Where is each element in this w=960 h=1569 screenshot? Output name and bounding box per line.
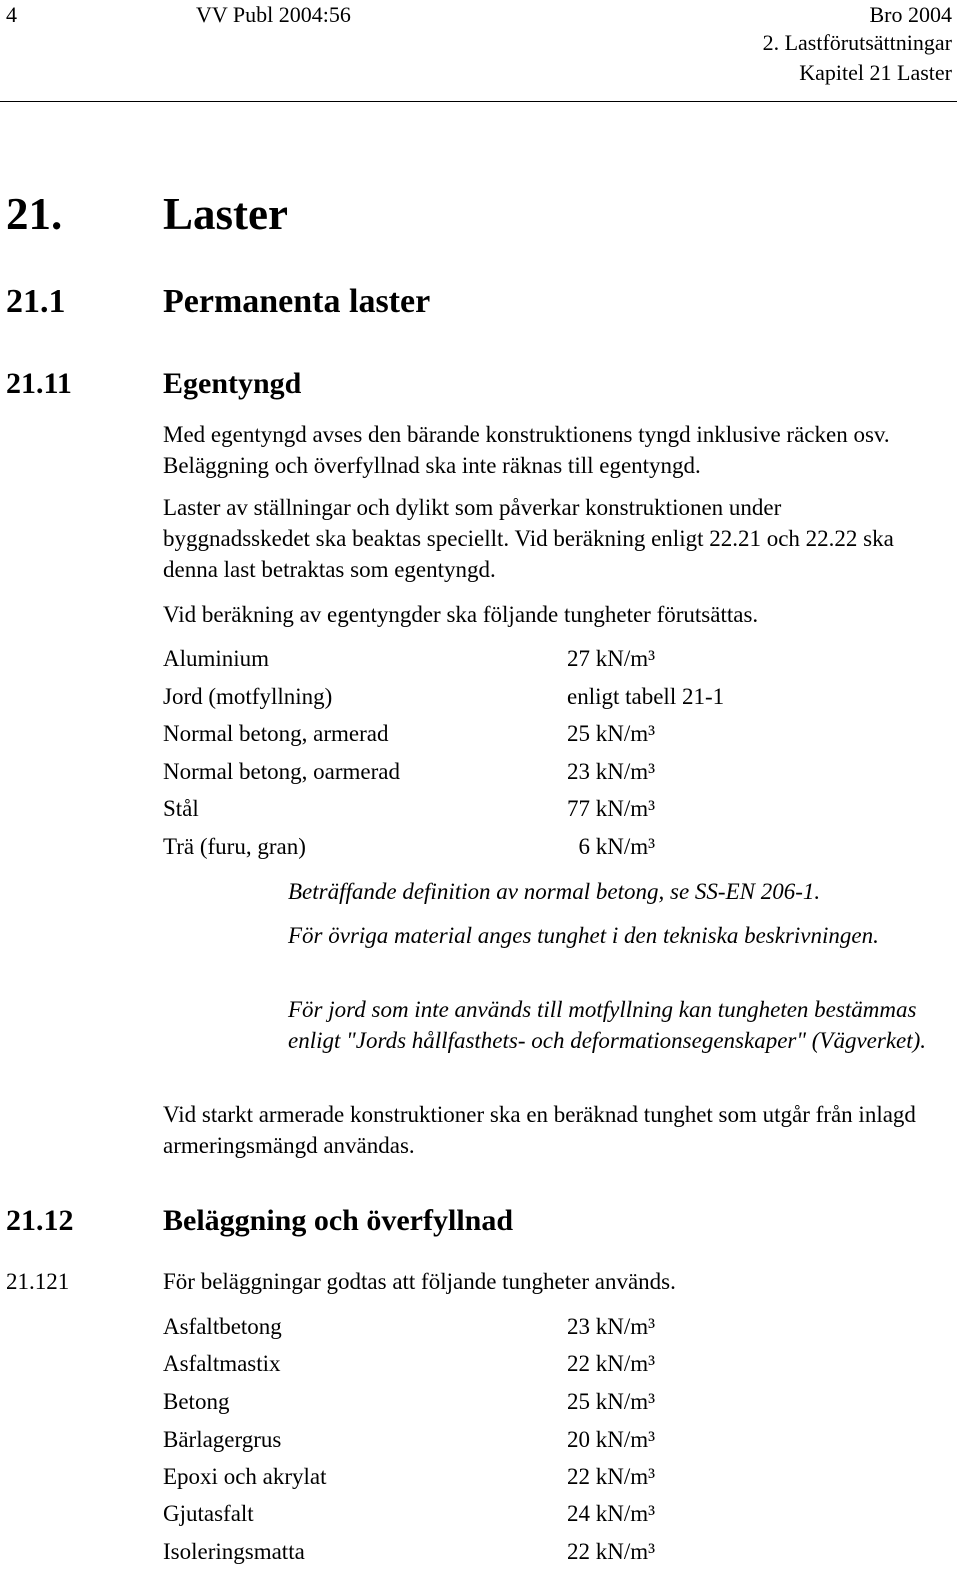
density-row xyxy=(0,717,960,751)
pavement-material: Gjutasfalt xyxy=(163,1501,254,1526)
pavement-value: 25 kN/m³ xyxy=(567,1389,656,1414)
paragraph-armering: Vid starkt armerade konstruktioner ska en beräknad tunghet som utgår från inlagd armeringsmängd användas. xyxy=(163,1102,916,1158)
density-value: enligt tabell 21-1 xyxy=(567,684,725,709)
paragraph-egentyngd-definition: Med egentyngd avses den bärande konstruktionens tyngd inklusive räcken osv. Beläggning och överfyllnad ska inte räknas till egentyngd. xyxy=(163,422,890,478)
chapter-title: Kapitel 21 Laster xyxy=(799,60,952,85)
density-material: Normal betong, oarmerad xyxy=(163,759,400,784)
density-row xyxy=(0,642,960,676)
density-material: Trä (furu, gran) xyxy=(163,834,306,859)
density-value: 6 kN/m³ xyxy=(567,834,656,859)
pavement-material: Isoleringsmatta xyxy=(163,1539,305,1564)
clause-21-121-number: 21.121 xyxy=(6,1269,70,1294)
heading-21-number: 21. xyxy=(6,189,63,239)
pavement-material: Asfaltmastix xyxy=(163,1351,281,1376)
pavement-material: Asfaltbetong xyxy=(163,1314,282,1339)
heading-21-12-number: 21.12 xyxy=(6,1204,74,1237)
document-title: Bro 2004 xyxy=(869,2,952,27)
pavement-value: 20 kN/m³ xyxy=(567,1427,656,1452)
pavement-value: 24 kN/m³ xyxy=(567,1501,656,1526)
page-number: 4 xyxy=(6,2,17,27)
density-value: 23 kN/m³ xyxy=(567,759,656,784)
paragraph-stallningar: Laster av ställningar och dylikt som påverkar konstruktionen under byggnadsskedet ska beaktas speciellt. Vid beräkning enligt 22.21 och 22.22 ska denna last betraktas som egentyngd. xyxy=(163,495,894,582)
heading-21-11-number: 21.11 xyxy=(6,367,72,400)
density-value: 27 kN/m³ xyxy=(567,646,656,671)
pavement-material: Epoxi och akrylat xyxy=(163,1464,327,1489)
pavement-row xyxy=(0,1460,960,1494)
heading-21-title: Laster xyxy=(163,189,288,239)
density-row xyxy=(0,792,960,826)
pavement-material: Betong xyxy=(163,1389,230,1414)
clause-21-121-text: För beläggningar godtas att följande tungheter används. xyxy=(163,1269,676,1294)
pavement-row xyxy=(0,1347,960,1381)
pavement-row xyxy=(0,1385,960,1419)
note-normal-betong: Beträffande definition av normal betong, se SS-EN 206-1. xyxy=(288,879,821,904)
heading-21-1-number: 21.1 xyxy=(6,283,66,320)
pavement-row xyxy=(0,1423,960,1457)
pavement-row xyxy=(0,1310,960,1344)
density-value: 77 kN/m³ xyxy=(567,796,656,821)
pavement-row xyxy=(0,1497,960,1531)
density-material: Aluminium xyxy=(163,646,270,671)
density-row xyxy=(0,830,960,864)
heading-21-11-title: Egentyngd xyxy=(163,367,302,400)
pavement-value: 22 kN/m³ xyxy=(567,1539,656,1564)
header-rule xyxy=(0,101,957,102)
pavement-row xyxy=(0,1535,960,1569)
density-material: Jord (motfyllning) xyxy=(163,684,333,709)
heading-21-12-title: Beläggning och överfyllnad xyxy=(163,1204,514,1237)
note-ovriga-material: För övriga material anges tunghet i den tekniska beskrivningen. xyxy=(288,923,879,948)
density-row xyxy=(0,680,960,714)
pavement-material: Bärlagergrus xyxy=(163,1427,282,1452)
pavement-value: 22 kN/m³ xyxy=(567,1464,656,1489)
density-value: 25 kN/m³ xyxy=(567,721,656,746)
density-row xyxy=(0,755,960,789)
pavement-value: 23 kN/m³ xyxy=(567,1314,656,1339)
publication-id: VV Publ 2004:56 xyxy=(196,2,351,27)
section-title: 2. Lastförutsättningar xyxy=(762,30,952,55)
note-jord: För jord som inte används till motfyllning kan tungheten bestämmas enligt "Jords hållfasthets- och deformationsegenskaper" (Vägverket). xyxy=(288,997,927,1053)
density-material: Stål xyxy=(163,796,199,821)
density-material: Normal betong, armerad xyxy=(163,721,389,746)
pavement-value: 22 kN/m³ xyxy=(567,1351,656,1376)
heading-21-1-title: Permanenta laster xyxy=(163,283,431,320)
paragraph-tungheter-intro: Vid beräkning av egentyngder ska följande tungheter förutsättas. xyxy=(163,602,759,627)
